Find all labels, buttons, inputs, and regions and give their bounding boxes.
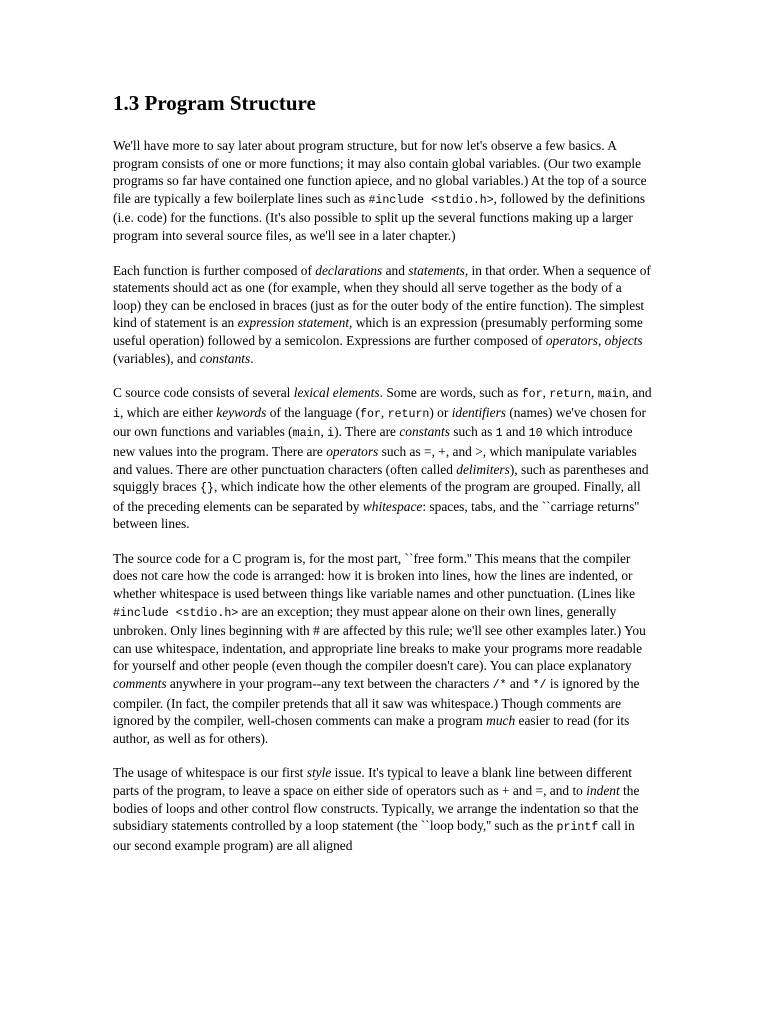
text-run: of the language ( [266, 404, 361, 420]
text-run: , [320, 424, 328, 440]
text-run: The source code for a C program is, for the most part, ``free form.'' This means that the compiler does not care how the code is arranged: how it is broken into lines, how the lines are indented, or whether whitespace is used between things like variable names and other punctuation. (Lines like [113, 550, 636, 602]
text-run: such as [449, 424, 496, 440]
text-run: Each function is further composed of [113, 262, 316, 278]
inline-code: #include <stdio.h> [368, 193, 494, 207]
emphasized-term: keywords [216, 404, 267, 420]
inline-code: i [327, 427, 335, 441]
text-run: , followed by the definitions (i.e. code) for the functions. (It's also possible to split up the several functions making up a larger program into several source files, as we'll see in a later chapter.) [113, 190, 646, 243]
emphasized-term: whitespace [362, 498, 423, 514]
paragraph-4 [113, 550, 653, 748]
emphasized-term: statements [408, 262, 465, 278]
text-run: ). There are [334, 424, 400, 440]
text-run: (names) we've chosen for our own functions and variables ( [113, 404, 646, 440]
emphasized-term: identifiers [451, 404, 506, 420]
paragraph-5 [113, 764, 653, 854]
text-run: , which is an expression (presumably performing some useful operation) followed by a semicolon. Expressions are further composed of [113, 315, 643, 348]
inline-code: {} [200, 482, 214, 496]
text-run: are an exception; they must appear alone on their own lines, generally unbroken. Only lines beginning with # are affected by this rule; we'll see other examples later.) You can use whitespace, indentation, and appropriate line breaks to make your programs more readable for yourself and other people (even though the compiler doesn't care). You can place explanatory [113, 603, 646, 674]
text-run: which introduce new values into the program. There are [113, 424, 633, 459]
emphasized-term: expression statement [237, 315, 350, 331]
emphasized-term: indent [586, 783, 620, 798]
inline-code: i [113, 407, 120, 421]
emphasized-term: operators [545, 332, 598, 348]
text-run: C source code consists of several [113, 385, 294, 401]
emphasized-term: operators [326, 443, 379, 459]
text-run: (variables), and [113, 350, 200, 366]
text-run: and [506, 676, 533, 692]
inline-code: */ [532, 679, 547, 693]
text-run: , which indicate how the other elements of the program are grouped. Finally, all of the preceding elements can be separated by [113, 479, 641, 514]
paragraph-1 [113, 137, 653, 245]
inline-code: main [292, 427, 321, 441]
text-run: , [591, 385, 598, 401]
text-run: , which are either [119, 404, 217, 420]
paragraph-3 [113, 384, 653, 533]
text-run: issue. It's typical to leave a blank line between different parts of the program, to leave a space on either side of operators such as + and =, and to [113, 765, 633, 798]
text-run: ) or [429, 404, 452, 420]
inline-code: main [597, 388, 626, 402]
emphasized-term: much [486, 713, 516, 729]
inline-code: 10 [528, 427, 543, 441]
inline-code: 1 [495, 427, 503, 441]
emphasized-term: declarations [315, 262, 383, 278]
emphasized-term: comments [113, 676, 167, 692]
text-run: , [542, 385, 550, 401]
text-run: : spaces, tabs, and the ``carriage returns'' between lines. [113, 498, 640, 532]
text-run: is ignored by the compiler. (In fact, the compiler pretends that all it saw was whitespace.) Though comments are ignored by the compiler, well-chosen comments can make a program [113, 676, 640, 729]
text-run: such as =, +, and >, which manipulate variables and values. There are other punctuation characters (often called [113, 443, 637, 477]
emphasized-term: delimiters [456, 461, 510, 477]
inline-code: #include <stdio.h> [113, 606, 239, 620]
text-run: . [250, 350, 254, 366]
emphasized-term: style [306, 765, 332, 781]
inline-code: for [521, 388, 543, 402]
section-body [113, 137, 653, 854]
text-run: We'll have more to say later about program structure, but for now let's observe a few basics. A program consists of one or more functions; it may also contain global variables. (Our two example programs so far have contained one function apiece, and no global variables.) At the top of a source file are typically a few boilerplate lines such as [113, 138, 647, 206]
text-run: , and [625, 385, 652, 401]
inline-code: for [360, 407, 381, 421]
emphasized-term: objects [604, 332, 643, 348]
document-page [113, 88, 653, 871]
text-run: and [382, 262, 409, 278]
text-run: The usage of whitespace is our first [113, 765, 307, 781]
text-run: the bodies of loops and other control flow constructs. Typically, we arrange the indentation so that the subsidiary statements controlled by a loop statement (the ``loop body,'' such as the [113, 783, 640, 834]
emphasized-term: constants [199, 350, 251, 366]
text-run: . Some are words, such as [379, 385, 522, 401]
text-run: , [380, 404, 388, 420]
text-run: and [502, 424, 529, 440]
inline-code: printf [556, 821, 599, 835]
inline-code: return [387, 407, 430, 421]
text-run: easier to read (for its author, as well as for others). [113, 713, 630, 746]
paragraph-2 [113, 262, 653, 368]
text-run: , [597, 332, 605, 348]
emphasized-term: lexical elements [293, 385, 380, 401]
emphasized-term: constants [399, 424, 450, 440]
text-run: anywhere in your program--any text between the characters [166, 676, 493, 692]
text-run: call in our second example program) are all aligned [113, 818, 635, 853]
text-run: ), such as parentheses and squiggly braces [113, 461, 649, 495]
text-run: , in that order. When a sequence of statements should act as one (for example, when they should all serve together as the body of a loop) they can be enclosed in braces (just as for the outer body of the entire function). The simplest kind of statement is an [113, 262, 651, 331]
section-title: 1.3 Program Structure [113, 91, 316, 115]
inline-code: /* [492, 679, 507, 693]
inline-code: return [549, 388, 592, 402]
